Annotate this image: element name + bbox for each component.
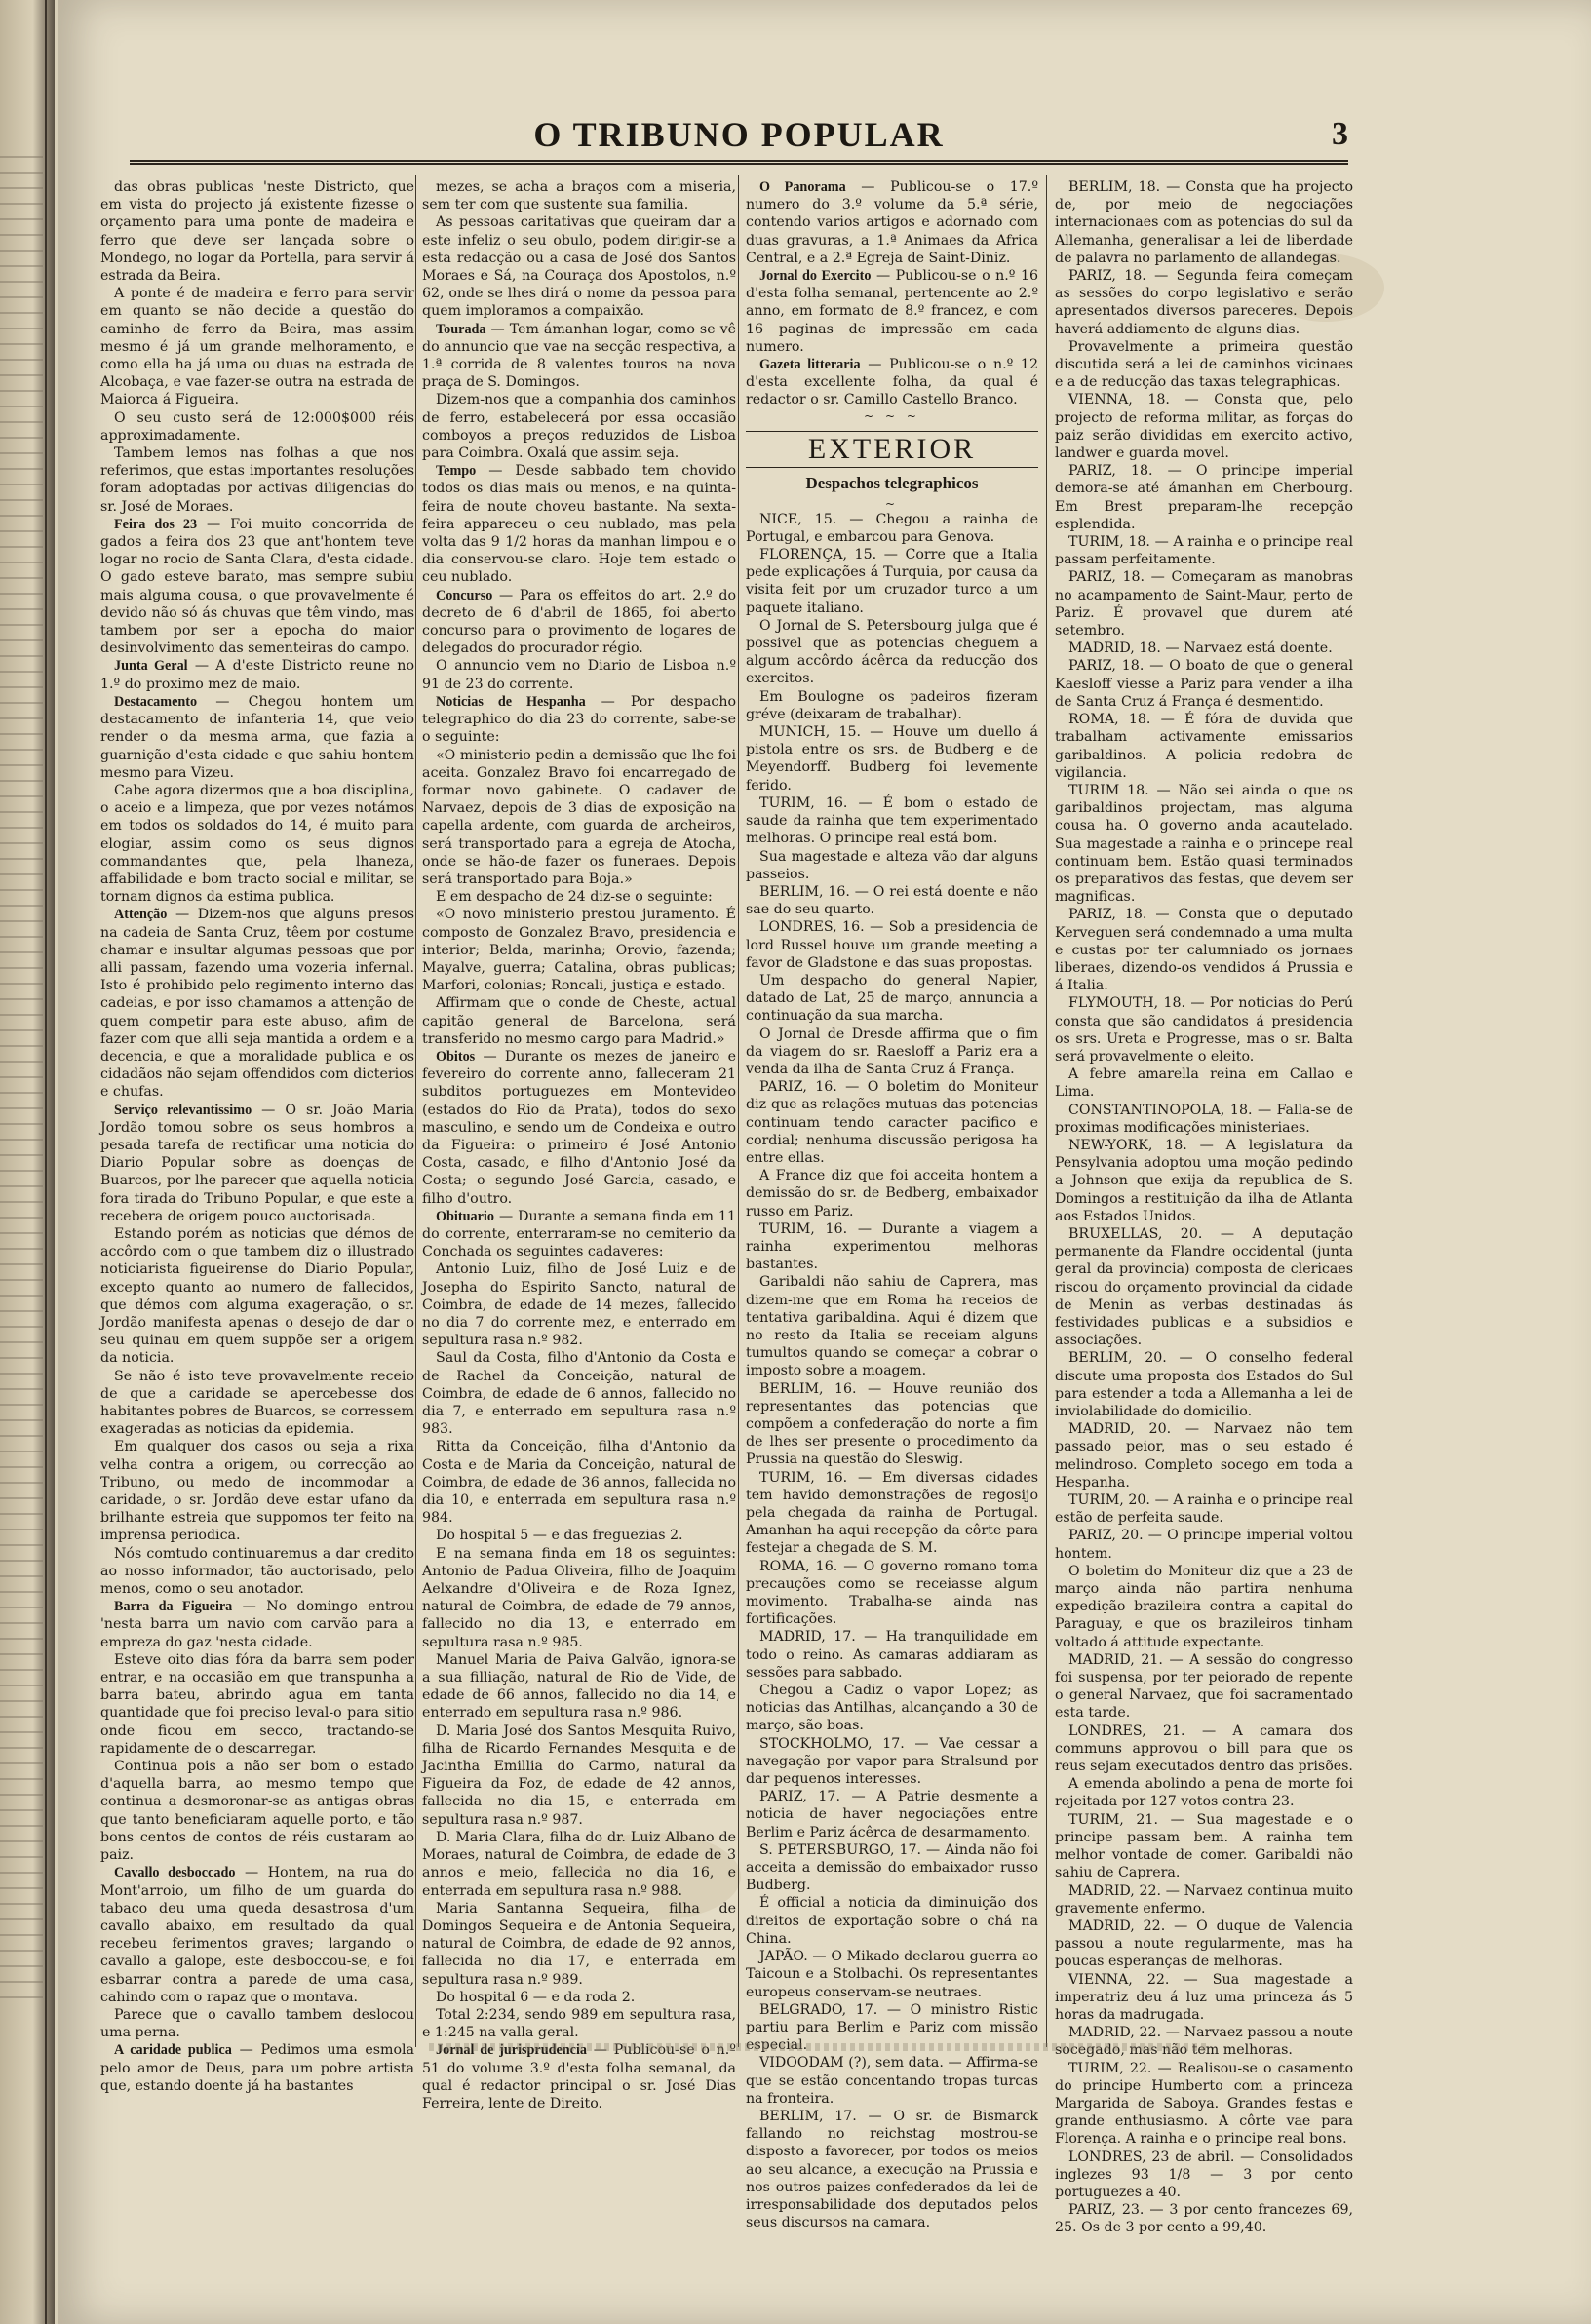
column-3 bbox=[746, 178, 1038, 2231]
article-paragraph: Serviço relevantissimo — O sr. João Maria Jordão tomou sobre os seus hombros a pesada tarefa de rectificar uma noticia do Diario Popular sobre as doenças de Buarcos, por lhe parecer que aquella noticia fora tirada do Tribuno Popular, e que este a recebera de origem pouco auctorisada. bbox=[100, 1102, 414, 1224]
article-text: PARIZ, 18. — Consta que o deputado Kerveguen será condemnado a uma multa e custas por ter calumniado os jornaes liberaes, dizendo-os vendidos á Prussia e á Italia. bbox=[1055, 907, 1353, 994]
article-paragraph: Destacamento — Chegou hontem um destacamento de infanteria 14, que veio render o da mesma arma, que fazia a guarnição d'esta cidade e que sahiu hontem mesmo para Vizeu. bbox=[100, 693, 414, 781]
article-paragraph bbox=[1055, 1065, 1353, 1101]
article-paragraph bbox=[1055, 533, 1353, 568]
article-paragraph bbox=[1055, 2149, 1353, 2202]
article-text: O annuncio vem no Diario de Lisboa n.º 91 de 23 do corrente. bbox=[422, 658, 736, 692]
article-text: Chegou hontem um destacamento de infanteria 14, que veio render o da mesma arma, que fazia a guarnição d'esta cidade e que sahiu hontem mesmo para Vizeu. bbox=[100, 693, 414, 781]
article-paragraph bbox=[422, 657, 736, 692]
article-paragraph bbox=[1055, 782, 1353, 906]
article-paragraph bbox=[422, 2006, 736, 2041]
article-text: Publicou-se o n.º 12 d'esta excellente folha, da qual é redactor o sr. Camillo Castello Branco. bbox=[746, 357, 1038, 408]
article-paragraph: Noticias de Hespanha — Por despacho telegraphico do dia 23 do corrente, sabe-se o seguinte: bbox=[422, 693, 736, 746]
article-text: TURIM, 20. — A rainha e o principe real estão de perfeita saude. bbox=[1055, 1492, 1353, 1527]
article-paragraph bbox=[422, 747, 736, 889]
article-text: Publicou-se o 17.º numero do 3.º volume da 5.ª série, contendo varios artigos e adornado com duas gravuras, a 1.ª Animaes da Africa Central, e a 2.ª Egreja de Saint-Diniz. bbox=[746, 179, 1038, 266]
article-text: BERLIM, 16. — Houve reunião dos representantes das potencias que compõem a confederação do norte a fim de lhes ser presente o procedimento da Prussia na questão do Sleswig. bbox=[746, 1380, 1038, 1468]
article-paragraph bbox=[746, 918, 1038, 972]
article-paragraph bbox=[1055, 1225, 1353, 1349]
article-text: BERLIM, 17. — O sr. de Bismarck fallando no reichstag mostrou-se disposto a favorecer, por todos os meios ao seu alcance, a execução na Prussia e nos outros paizes confederados da lei de irresponsabilidade dos deputados pelos seus discursos na camara. bbox=[746, 2108, 1038, 2231]
article-paragraph bbox=[100, 1368, 414, 1439]
article-paragraph bbox=[422, 1349, 736, 1438]
article-paragraph bbox=[746, 794, 1038, 848]
article-text: VIDOODAM (?), sem data. — Affirma-se que se estão concentando tropas turcas na fronteira. bbox=[746, 2055, 1038, 2107]
article-paragraph bbox=[1055, 2060, 1353, 2149]
article-text: CONSTANTINOPOLA, 18. — Falla-se de proximas modificações ministeriaes. bbox=[1055, 1102, 1353, 1136]
article-paragraph bbox=[746, 1682, 1038, 1735]
article-text: PARIZ, 18. — Segunda feira começam as sessões do corpo legislativo e serão apresentados diversos pareceres. Depois haverá addiamento de alguns dias. bbox=[1055, 268, 1353, 337]
article-paragraph bbox=[746, 1469, 1038, 1558]
column-rule bbox=[738, 175, 739, 2047]
article-paragraph bbox=[100, 782, 414, 906]
article-paragraph: Barra da Figueira — No domingo entrou 'nesta barra um navio com carvão para a empreza do gaz 'nesta cidade. bbox=[100, 1599, 414, 1650]
article-text: Pedimos uma esmola pelo amor de Deus, para um pobre artista que, estando doente já ha bastantes bbox=[100, 2042, 414, 2094]
article-paragraph bbox=[746, 1167, 1038, 1220]
article-text: «O ministerio pedin a demissão que lhe foi aceita. Gonzalez Bravo foi encarregado de formar novo gabinete. O cadaver de Narvaez, depois de 3 dias de exposição na capella ardente, com guarda de archeiros, será transportado para a egreja de Atocha, onde se hão-de fazer os funeraes. Depois será transportado para Boja.» bbox=[422, 747, 736, 887]
article-paragraph bbox=[1055, 338, 1353, 392]
article-headline: A caridade publica bbox=[114, 2042, 232, 2059]
article-paragraph bbox=[1055, 1563, 1353, 1651]
article-paragraph bbox=[1055, 1811, 1353, 1882]
article-text: A emenda abolindo a pena de morte foi rejeitada por 127 votos contra 23. bbox=[1055, 1776, 1353, 1810]
article-text: Ritta da Conceição, filha d'Antonio da Costa e de Maria da Conceição, natural de Coimbra, de edade de 36 annos, fallecida no dia 10, e enterrada em sepultura rasa n.º 984. bbox=[422, 1439, 736, 1527]
column-1 bbox=[100, 178, 414, 2094]
article-paragraph bbox=[100, 1758, 414, 1864]
article-text: LONDRES, 23 de abril. — Consolidados inglezes 93 1/8 — 3 por cento portuguezes a 40. bbox=[1055, 2149, 1353, 2200]
article-text: PARIZ, 18. — Começaram as manobras no acampamento de Saint-Maur, perto de Pariz. É provavel que durem até setembro. bbox=[1055, 569, 1353, 639]
article-text: LONDRES, 21. — A camara dos communs approvou o bill para que os reus sejam executados dentro das prisões. bbox=[1055, 1723, 1353, 1775]
article-text: mezes, se acha a braços com a miseria, sem ter com que sustente sua familia. bbox=[422, 179, 736, 213]
article-text: Do hospital 6 — e da roda 2. bbox=[436, 1989, 636, 2005]
article-paragraph bbox=[422, 888, 736, 906]
article-text: Provavelmente a primeira questão discutida será a lei de caminhos vicinaes e a de reducção das taxas telegraphicas. bbox=[1055, 338, 1353, 391]
article-text: D. Maria José dos Santos Mesquita Ruivo, filha de Ricardo Fernandes Mesquita e de Jacintha Emillia do Carmo, natural da Figueira da Foz, de edade de 42 annos, fallecida no dia 15, e enterrada em sepultura rasa n.º 987. bbox=[422, 1723, 736, 1828]
article-paragraph: Attenção — Dizem-nos que alguns presos na cadeia de Santa Cruz, têem por costume chamar e insultar algumas pessoas que por alli passam, fazendo uma vozeria infernal. Isto é prohibido pelo regimento interno das cadeias, e por isso chamamos a attenção de quem competir para este abuso, afim de fazer com que alli seja mantida a ordem e a decencia, e que a moralidade publica e os cidadãos não sejam offendidos com dicterios e chufas. bbox=[100, 907, 414, 1101]
article-text: ROMA, 16. — O governo romano toma precauções como se receiasse algum movimento. Trabalha-se ainda nas fortificações. bbox=[746, 1558, 1038, 1628]
article-paragraph bbox=[1055, 1723, 1353, 1776]
article-paragraph: Obituario — Durante a semana finda em 11 do corrente, enterraram-se no cemiterio da Conchada os seguintes cadaveres: bbox=[422, 1208, 736, 1260]
article-headline: Destacamento bbox=[114, 693, 198, 710]
article-paragraph bbox=[1055, 2024, 1353, 2059]
article-paragraph bbox=[746, 1273, 1038, 1379]
article-text: BRUXELLAS, 20. — A deputação permanente da Flandre occidental (junta geral da provincia) composta de clericaes riscou do orçamento provincial da cidade de Menin as verbas destinadas ás festividades publicas e a subsidios e associações. bbox=[1055, 1225, 1353, 1349]
article-paragraph: Jornal de jurisprudencia — Publicou-se o n.º 51 do volume 3.º d'esta folha semanal, da qual é redactor principal o sr. José Dias Ferreira, lente de Direito. bbox=[422, 2042, 736, 2111]
article-paragraph bbox=[746, 2054, 1038, 2108]
article-text: Do hospital 5 — e das freguezias 2. bbox=[436, 1528, 683, 1544]
article-paragraph bbox=[1055, 1775, 1353, 1810]
article-headline: Tempo bbox=[436, 463, 477, 480]
article-text: Total 2:234, sendo 989 em sepultura rasa, e 1:245 na valla geral. bbox=[422, 2006, 736, 2041]
article-paragraph bbox=[100, 1545, 414, 1599]
article-text: BERLIM, 16. — O rei está doente e não sae do seu quarto. bbox=[746, 883, 1038, 918]
article-text: MADRID, 20. — Narvaez não tem passado peior, mas o seu estado é melindroso. Completo socego em toda a Hespanha. bbox=[1055, 1421, 1353, 1491]
article-text: Continua pois a não ser bom o estado d'aquella barra, ao mesmo tempo que continua a desmoronar-se as antigas obras que tanto beneficiaram aquelle porto, e tão bons centos de contos de réis custaram ao paiz. bbox=[100, 1759, 414, 1864]
article-headline: Gazeta litteraria bbox=[759, 357, 861, 373]
article-text: Sua magestade e alteza vão dar alguns passeios. bbox=[746, 848, 1038, 882]
article-text: BERLIM, 18. — Consta que ha projecto de, por meio de negociações internacionaes com as potencias do sul da Allemanha, generalisar a lei de liberdade de palavra no parlamento de allandegas. bbox=[1055, 179, 1353, 266]
article-text: As pessoas caritativas que queiram dar a este infeliz o seu obulo, podem dirigir-se a esta redacção ou a casa de José dos Santos Moraes e Sá, na Couraça dos Apostolos, n.º 62, onde se lhes dirá o nome da pessoa para quem imploramos a compaixão. bbox=[422, 214, 736, 320]
article-headline: Attenção bbox=[114, 907, 168, 923]
article-paragraph bbox=[746, 1894, 1038, 1948]
article-text: O Jornal de Dresde affirma que o fim da viagem do sr. Raesloff a Pariz era a venda da ilha de Santa Cruz á França. bbox=[746, 1026, 1038, 1077]
article-paragraph: A caridade publica — Pedimos uma esmola pelo amor de Deus, para um pobre artista que, estando doente já ha bastantes bbox=[100, 2042, 414, 2094]
article-paragraph bbox=[746, 1948, 1038, 2001]
article-text: A ponte é de madeira e ferro para servir em quanto se não decide a questão do caminho de ferro da Beira, mas assim mesmo é já um grande melhoramento, e como ella ha já uma ou duas na estrada de Alcobaça, e vae fazer-se outra na estrada de Maiorca á Figueira. bbox=[100, 286, 414, 408]
article-text: Durante a semana finda em 11 do corrente, enterraram-se no cemiterio da Conchada os seguintes cadaveres: bbox=[422, 1208, 736, 1260]
article-paragraph bbox=[746, 1841, 1038, 1895]
masthead bbox=[130, 113, 1348, 165]
article-headline: Tourada bbox=[436, 321, 486, 337]
article-paragraph bbox=[746, 1078, 1038, 1167]
column-4 bbox=[1055, 178, 1353, 2236]
article-paragraph bbox=[1055, 1491, 1353, 1527]
article-text: JAPÃO. — O Mikado declarou guerra ao Taicoun e a Stolbachi. Os representantes europeus conservam-se neutraes. bbox=[746, 1949, 1038, 2000]
article-paragraph: Tourada — Tem ámanhan logar, como se vê do annuncio que vae na secção respectiva, a 1.ª corrida de 8 valentes touros na nova praça de S. Domingos. bbox=[422, 321, 737, 391]
article-text: PARIZ, 18. — O boato de que o general Kaesloff viesse a Pariz para vender a ilha de Santa Cruz á França é desmentido. bbox=[1055, 658, 1353, 710]
article-text: PARIZ, 16. — O boletim do Moniteur diz que as relações mutuas das potencias continuam tendo caracter pacifico e cordial; nenhuma discussão perigosa ha entre ellas. bbox=[746, 1079, 1038, 1166]
article-text: FLYMOUTH, 18. — Por noticias do Perú consta que são candidatos á presidencia os srs. Ureta e Progresse, mas o sr. Balta será provavelmente o eleito. bbox=[1055, 995, 1353, 1065]
article-paragraph: Concurso — Para os effeitos do art. 2.º do decreto de 6 d'abril de 1865, foi aberto concurso para o provimento de logares de delegados do procurador régio. bbox=[422, 587, 737, 657]
article-paragraph bbox=[100, 2006, 414, 2041]
article-paragraph bbox=[100, 1225, 414, 1368]
column-rule bbox=[1046, 175, 1047, 2047]
section-subtitle: Despachos telegraphicos bbox=[805, 473, 979, 492]
column-2 bbox=[422, 178, 737, 2111]
article-paragraph bbox=[1055, 1651, 1353, 1723]
article-text: Nós comtudo continuaremus a dar credito ao nosso informador, tão auctorisado, pelo menos, como o seu anotador. bbox=[100, 1545, 414, 1598]
article-text: Affirmam que o conde de Cheste, actual capitão general de Barcelona, será transferido no mesmo cargo para Madrid.» bbox=[422, 995, 736, 1047]
article-paragraph bbox=[746, 883, 1038, 918]
article-paragraph bbox=[422, 1527, 736, 1544]
article-paragraph bbox=[1055, 2201, 1353, 2236]
article-text: O Jornal de S. Petersbourg julga que é possivel que as potencias cheguem a algum accôrdo ácêrca da reducção dos exercitos. bbox=[746, 617, 1038, 687]
article-paragraph bbox=[746, 1735, 1038, 1789]
article-text: TURIM, 16. — É bom o estado de saude da rainha que tem experimentado melhoras. O principe real está bom. bbox=[746, 794, 1038, 847]
article-text: A d'este Districto reune no 1.º do proximo mez de maio. bbox=[100, 658, 414, 692]
article-text: PARIZ, 20. — O principe imperial voltou hontem. bbox=[1055, 1528, 1353, 1562]
article-paragraph bbox=[746, 1788, 1038, 1841]
article-text: «O novo ministerio prestou juramento. É composto de Gonzalez Bravo, presidencia e interior; Belda, marinha; Orovio, fazenda; Mayalve, guerra; Catalina, obras publicas; Marfori, colonias; Roncali, justiça e estado. bbox=[422, 907, 736, 994]
article-paragraph bbox=[100, 1438, 414, 1544]
article-headline: Cavallo desboccado bbox=[114, 1865, 236, 1881]
article-text: É official a noticia da diminuição dos direitos de exportação sobre o chá na China. bbox=[746, 1895, 1038, 1947]
article-paragraph bbox=[1055, 178, 1353, 267]
article-text: Dizem-nos que alguns presos na cadeia de Santa Cruz, têem por costume chamar e insultar algumas pessoas que por alli passam, fazendo uma vozeria infernal. Isto é prohibido pelo regimento interno das cadeias, e por isso chamamos a attenção de quem competir para este abuso, afim de fazer com que alli seja mantida a ordem e a decencia, e que a moralidade publica e os cidadãos não sejam offendidos com dicterios e chufas. bbox=[100, 907, 414, 1101]
article-text: STOCKHOLMO, 17. — Vae cessar a navegação por vapor para Stralsund por dar pequenos interesses. bbox=[746, 1735, 1038, 1788]
article-headline: O Panorama bbox=[759, 179, 846, 195]
article-text: Se não é isto teve provavelmente receio de que a caridade se apercebesse dos habitantes pobres de Buarcos, se corressem exageradas as noticias da epidemia. bbox=[100, 1368, 414, 1438]
previous-page-text bbox=[0, 156, 43, 2008]
article-paragraph bbox=[1055, 994, 1353, 1065]
article-text: O boletim do Moniteur diz que a 23 de março ainda não partira nenhuma expedição brazileira contra a capital do Paraguay, e que os brazileiros tinham voltado á attitude expectante. bbox=[1055, 1563, 1353, 1650]
article-paragraph bbox=[1055, 1137, 1353, 1225]
article-paragraph bbox=[1055, 1102, 1353, 1137]
article-text: VIENNA, 22. — Sua magestade a imperatriz deu á luz uma princeza ás 5 horas da madrugada. bbox=[1055, 1971, 1353, 2023]
article-text: Esteve oito dias fóra da barra sem poder entrar, e na occasião em que transpunha a barra bateu, abrindo agua em tanta quantidade que foi preciso leval-o para sitio onde ficou em secco, tractando-se rapidamente de o descarregar. bbox=[100, 1651, 414, 1757]
article-paragraph bbox=[422, 1723, 736, 1829]
article-headline: Junta Geral bbox=[114, 658, 188, 675]
article-text: Cabe agora dizermos que a boa disciplina, o aceio e a limpeza, que por vezes notámos em todos os soldados do 14, é muito para elogiar, assim como os seus dignos commandantes que, pela lhaneza, affabilidade e bom tracto social e militar, se tornam dignos da estima publica. bbox=[100, 782, 414, 906]
article-headline: Concurso bbox=[436, 587, 493, 603]
article-text: NEW-YORK, 18. — A legislatura da Pensylvania adoptou uma moção pedindo a Johnson que exija da republica de S. Domingos a restituição da ilha de Atlanta aos Estados Unidos. bbox=[1055, 1137, 1353, 1224]
article-paragraph bbox=[746, 1380, 1038, 1469]
article-headline: Serviço relevantissimo bbox=[114, 1102, 252, 1118]
article-headline: Noticias de Hespanha bbox=[436, 693, 586, 710]
article-text: TURIM, 16. — Durante a viagem a rainha experimentou melhoras bastantes. bbox=[746, 1220, 1038, 1273]
article-paragraph bbox=[422, 391, 736, 462]
article-paragraph bbox=[746, 511, 1038, 546]
article-paragraph bbox=[746, 546, 1038, 617]
article-text: O seu custo será de 12:000$000 réis approximadamente. bbox=[100, 409, 414, 444]
article-text: MADRID, 18. — Narvaez está doente. bbox=[1068, 640, 1333, 657]
article-paragraph bbox=[746, 1026, 1038, 1079]
article-paragraph bbox=[1055, 1527, 1353, 1562]
article-paragraph bbox=[746, 2108, 1038, 2231]
article-text: TURIM, 16. — Em diversas cidades tem havido demonstrações de regosijo pela chegada da rainha de Portugal. Amanhan ha aqui recepção da côrte para festejar a chegada de S. M. bbox=[746, 1469, 1038, 1557]
article-paragraph: Jornal do Exercito — Publicou-se o n.º 16 d'esta folha semanal, pertencente ao 2.º anno, em formato de 8.º francez, e com 16 paginas de impressão em cada numero. bbox=[746, 268, 1038, 355]
article-text: BERLIM, 20. — O conselho federal discute uma proposta dos Estados do Sul para estender a toda a Allemanha a lei de inviolabilidade do domicilio. bbox=[1055, 1350, 1353, 1420]
article-text: TURIM 18. — Não sei ainda o que os garibaldinos projectam, mas alguma cousa ha. O governo anda acautelado. Sua magestade a rainha e o princepe real continuam bem. Estão quasi terminados os preparativos das festas, que devem ser magnificas. bbox=[1055, 782, 1353, 906]
article-paragraph bbox=[422, 1989, 736, 2006]
newspaper-title: O TRIBUNO POPULAR bbox=[533, 115, 945, 154]
article-paragraph bbox=[746, 1220, 1038, 1274]
article-paragraph bbox=[100, 178, 414, 285]
article-paragraph bbox=[1055, 906, 1353, 994]
article-text: E na semana finda em 18 os seguintes: Antonio de Padua Oliveira, filho de Joaquim Aelxandre d'Oliveira e de Roza Ignez, natural de Coimbra, de edade de 79 annos, fallecido no dia 13, e enterrado em sepultura rasa n.º 985. bbox=[422, 1545, 736, 1650]
article-text: PARIZ, 18. — O principe imperial demora-se até ámanhan em Cherbourg. Em Brest preparam-lhe recepção esplendida. bbox=[1055, 463, 1353, 532]
article-paragraph bbox=[1055, 711, 1353, 782]
article-text: E em despacho de 24 diz-se o seguinte: bbox=[436, 889, 713, 906]
article-text: das obras publicas 'neste Districto, que em vista do projecto já existente fizesse o orçamento para uma ponte de madeira e ferro que deve ser lançada sobre o Mondego, no logar da Portella, para servir á estrada da Beira. bbox=[100, 179, 414, 285]
article-paragraph bbox=[746, 617, 1038, 688]
article-text: ROMA, 18. — É fóra de duvida que trabalham activamente emissarios garibaldinos. A policia redobra de vigilancia. bbox=[1055, 712, 1353, 781]
article-headline: Jornal de jurisprudencia bbox=[436, 2042, 588, 2059]
article-paragraph bbox=[1055, 1971, 1353, 2025]
article-text: PARIZ, 17. — A Patrie desmente a noticia de haver negociações entre Berlim e Pariz ácêrca de desarmamento. bbox=[746, 1789, 1038, 1840]
article-paragraph bbox=[1055, 391, 1353, 462]
article-text: Por despacho telegraphico do dia 23 do corrente, sabe-se o seguinte: bbox=[422, 693, 736, 746]
article-text: A France diz que foi acceita hontem a demissão do sr. de Bedberg, embaixador russo em Pariz. bbox=[746, 1168, 1038, 1220]
article-text: Publicou-se o n.º 16 d'esta folha semanal, pertencente ao 2.º anno, em formato de 8.º francez, e com 16 paginas de impressão em cada numero. bbox=[746, 268, 1038, 355]
previous-page-edge bbox=[0, 0, 55, 2324]
article-paragraph bbox=[100, 445, 414, 516]
article-text: Em Boulogne os padeiros fizeram gréve (deixaram de trabalhar). bbox=[746, 688, 1038, 722]
article-text: Garibaldi não sahiu de Caprera, mas dizem-me que em Roma ha receios de tentativa garibaldina. Aqui é dizem que no resto da Italia se receiam alguns tumultos quando se começar a cobrar o imposto sobre a moagem. bbox=[746, 1274, 1038, 1379]
article-paragraph bbox=[422, 994, 736, 1048]
article-headline: Obituario bbox=[436, 1208, 494, 1224]
article-text: TURIM, 21. — Sua magestade e o principe passam bem. A rainha tem melhor vontade de comer. Garibaldi não sahiu de Caprera. bbox=[1055, 1811, 1353, 1881]
article-text: Tambem lemos nas folhas a que nos referimos, que estas importantes resoluções foram adoptadas por activas diligencias do sr. José de Moraes. bbox=[100, 445, 414, 515]
page-number: 3 bbox=[1332, 116, 1348, 152]
article-paragraph bbox=[422, 1829, 736, 1900]
column-rule bbox=[415, 175, 416, 2047]
article-text: TURIM, 22. — Realisou-se o casamento do principe Humberto com a princeza Margarida de Saboya. Grandes festas e grande enthusiasmo. A côrte vae para Florença. A rainha e o principe real bons. bbox=[1055, 2060, 1353, 2148]
article-paragraph bbox=[746, 848, 1038, 883]
article-text: VIENNA, 18. — Consta que, pelo projecto de reforma militar, as forças do paiz serão divididas em exercito activo, landwer e guarda movel. bbox=[1055, 392, 1353, 462]
ornament-divider: ~ bbox=[884, 496, 900, 511]
article-text: Saul da Costa, filho d'Antonio da Costa e de Rachel da Conceição, natural de Coimbra, de edade de 6 annos, fallecido no dia 7, e enterrado em sepultura rasa n.º 983. bbox=[422, 1350, 736, 1438]
article-headline: Jornal do Exercito bbox=[759, 268, 872, 285]
article-text: Parece que o cavallo tambem deslocou uma perna. bbox=[100, 2006, 414, 2041]
article-text: Antonio Luiz, filho de José Luiz e de Josepha do Espirito Sancto, natural de Coimbra, de edade de 14 mezes, fallecido no dia 7 do corrente mez, e enterrado em sepultura rasa n.º 982. bbox=[422, 1261, 736, 1349]
article-paragraph: Feira dos 23 — Foi muito concorrida de gados a feira dos 23 que ant'hontem teve logar no rocio de Santa Clara, d'esta cidade. O gado esteve barato, mas sempre subiu mais alguma cousa, o que provavelmente é devido não só ás chuvas que têm vindo, mas tambem por ser a epocha do maior desinvolvimento das sementeiras do campo. bbox=[100, 516, 414, 657]
article-paragraph bbox=[100, 285, 414, 408]
article-text: D. Maria Clara, filha do dr. Luiz Albano de Moraes, natural de Coimbra, de edade de 3 annos e meio, fallecida no dia 16, e enterrada em sepultura rasa n.º 988. bbox=[422, 1829, 736, 1899]
article-paragraph bbox=[1055, 639, 1353, 657]
article-paragraph bbox=[422, 1438, 736, 1527]
article-headline: Obitos bbox=[436, 1048, 476, 1065]
article-text: Um despacho do general Napier, datado de Lat, 25 de março, annuncia a continuação da sua marcha. bbox=[746, 972, 1038, 1025]
article-paragraph bbox=[746, 972, 1038, 1026]
article-paragraph bbox=[422, 178, 736, 213]
article-text: Durante os mezes de janeiro e fevereiro do corrente anno, falleceram 21 subditos portuguezes em Montevideo (estados do Rio da Prata), todos do sexo masculino, e sendo um de Condeixa e outro da Figueira: o primeiro é José Antonio Costa, casado, e filho d'Antonio José da Costa; o segundo José Garcia, casado, e filho d'outro. bbox=[422, 1048, 736, 1207]
article-paragraph bbox=[746, 1628, 1038, 1682]
article-text: Tem ámanhan logar, como se vê do annuncio que vae na secção respectiva, a 1.ª corrida de 8 valentes touros na nova praça de S. Domingos. bbox=[422, 321, 737, 391]
article-paragraph bbox=[1055, 657, 1353, 711]
article-paragraph bbox=[1055, 1882, 1353, 1917]
gutter-rule bbox=[45, 0, 47, 2324]
article-text: MUNICH, 15. — Houve um duello á pistola entre os srs. de Budberg e de Meyendorff. Budberg foi levemente ferido. bbox=[746, 724, 1038, 794]
bottom-rule bbox=[429, 2043, 1209, 2051]
article-text: MADRID, 22. — O duque de Valencia passou a noute regularmente, mas ha poucas esperanças de melhoras. bbox=[1055, 1917, 1353, 1970]
article-paragraph bbox=[422, 1545, 736, 1651]
article-text: Manuel Maria de Paiva Galvão, ignora-se a sua filliação, natural de Rio de Vide, de edade de 66 annos, fallecido no dia 14, e enterrado em sepultura rasa n.º 986. bbox=[422, 1651, 736, 1722]
article-paragraph bbox=[1055, 462, 1353, 533]
article-paragraph bbox=[422, 1900, 736, 1989]
article-text: MADRID, 17. — Ha tranquilidade em todo o reino. As camaras addiaram as sessões para sabbado. bbox=[746, 1629, 1038, 1681]
article-text: NICE, 15. — Chegou a rainha de Portugal, e embarcou para Genova. bbox=[746, 511, 1038, 545]
article-paragraph: Gazeta litteraria — Publicou-se o n.º 12 d'esta excellente folha, da qual é redactor o sr. Camillo Castello Branco. bbox=[746, 357, 1038, 408]
article-paragraph bbox=[746, 688, 1038, 723]
article-paragraph bbox=[422, 213, 736, 320]
article-text: Dizem-nos que a companhia dos caminhos de ferro, estabelecerá por essa occasião comboyos a preços reduzidos de Lisboa para Coimbra. Oxalá que assim seja. bbox=[422, 392, 736, 462]
article-text: Em qualquer dos casos ou seja a rixa velha contra a origem, ou correcção ao Tribuno, ou medo de incommodar a caridade, o sr. Jordão deve estar ufano da brilhante estreia que suppomos ter feito na imprensa periodica. bbox=[100, 1439, 414, 1544]
article-text: MADRID, 22. — Narvaez passou a noute socegado, mas não tem melhoras. bbox=[1055, 2025, 1353, 2059]
article-text: MADRID, 22. — Narvaez continua muito gravemente enfermo. bbox=[1055, 1882, 1353, 1917]
article-paragraph bbox=[1055, 568, 1353, 639]
article-headline: Barra da Figueira bbox=[114, 1599, 233, 1615]
article-text: LONDRES, 16. — Sob a presidencia de lord Russel houve um grande meeting a favor de Gladstone e das suas propostas. bbox=[746, 919, 1038, 971]
article-paragraph bbox=[422, 1651, 736, 1723]
article-text: Desde sabbado tem chovido todos os dias mais ou menos, e na quinta-feira de noute choveu bastante. Na sexta-feira appareceu o ceu nublado, mas pela volta das 9 1/2 horas da manhan limpou e o dia conservou-se claro. Hoje tem estado o ceu nublado. bbox=[422, 463, 736, 586]
article-text: Chegou a Cadiz o vapor Lopez; as noticias das Antilhas, alcançando a 30 de março, são boas. bbox=[746, 1683, 1038, 1734]
article-text: Foi muito concorrida de gados a feira dos 23 que ant'hontem teve logar no rocio de Santa Clara, d'esta cidade. O gado esteve barato, mas sempre subiu mais alguma cousa, o que provavelmente é devido não só ás chuvas que têm vindo, mas tambem por ser a epocha do maior desinvolvimento das sementeiras do campo. bbox=[100, 516, 414, 657]
article-text: A febre amarella reina em Callao e Lima. bbox=[1055, 1066, 1353, 1101]
ornament-divider: ~ ~ ~ bbox=[864, 408, 920, 423]
article-text: Maria Santanna Sequeira, filha de Domingos Sequeira e de Antonia Sequeira, natural de Coimbra, de edade de 92 annos, fallecida no dia 17, e enterrada em sepultura rasa n.º 989. bbox=[422, 1900, 736, 1988]
literary-notices bbox=[746, 178, 1038, 409]
article-paragraph bbox=[746, 1558, 1038, 1629]
article-paragraph bbox=[100, 409, 414, 445]
article-paragraph bbox=[1055, 1349, 1353, 1420]
article-text: No domingo entrou 'nesta barra um navio com carvão para a empreza do gaz 'nesta cidade. bbox=[100, 1599, 414, 1650]
article-text: Publicou-se o n.º 51 do volume 3.º d'esta folha semanal, da qual é redactor principal o sr. José Dias Ferreira, lente de Direito. bbox=[422, 2042, 736, 2111]
article-text: Hontem, na rua do Mont'arroio, um filho de um guarda do tabaco deu uma queda desastrosa d'um cavallo abaixo, em resultado da qual recebeu ferimentos graves; largando o cavallo a galope, este desboccou-se, e foi esbarrar contra a parede de uma casa, cahindo com o rapaz que o montava. bbox=[100, 1865, 414, 2005]
article-text: FLORENÇA, 15. — Corre que a Italia pede explicações á Turquia, por causa da visita feit por um cruzador turco a um paquete italiano. bbox=[746, 547, 1038, 616]
article-text: PARIZ, 23. — 3 por cento francezes 69, 25. Os de 3 por cento a 99,40. bbox=[1055, 2202, 1353, 2236]
article-paragraph bbox=[422, 1260, 736, 1349]
article-text: TURIM, 18. — A rainha e o principe real passam perfeitamente. bbox=[1055, 534, 1353, 568]
article-paragraph: Junta Geral — A d'este Districto reune no 1.º do proximo mez de maio. bbox=[100, 658, 414, 692]
article-paragraph bbox=[746, 723, 1038, 794]
article-text: O sr. João Maria Jordão tomou sobre os seus hombros a pesada tarefa de rectificar uma noticia do Diario Popular sobre as doenças de Buarcos, por lhe parecer que aquella noticia fora tirada do Tribuno Popular, e que este a recebera de origem pouco auctorisada. bbox=[100, 1102, 414, 1224]
article-paragraph bbox=[100, 1651, 414, 1758]
section-title: EXTERIOR bbox=[746, 431, 1038, 468]
article-text: S. PETERSBURGO, 17. — Ainda não foi acceita a demissão do embaixador russo Budberg. bbox=[746, 1841, 1038, 1894]
article-text: Estando porém as noticias que démos de accôrdo com o que tambem diz o illustrado noticiarista figueirense do Diario Popular, excepto quanto ao numero de fallecidos, que démos com alguma exageração, o sr. Jordão manifesta apenas o desejo de dar o seu quinau em quem suppõe ser a origem da noticia. bbox=[100, 1225, 414, 1367]
article-paragraph: O Panorama — Publicou-se o 17.º numero do 3.º volume da 5.ª série, contendo varios artigos e adornado com duas gravuras, a 1.ª Animaes da Africa Central, e a 2.ª Egreja de Saint-Diniz. bbox=[746, 179, 1038, 266]
article-paragraph: Obitos — Durante os mezes de janeiro e fevereiro do corrente anno, falleceram 21 subditos portuguezes em Montevideo (estados do Rio da Prata), todos do sexo masculino, e sendo um de Condeixa e outro da Figueira: o primeiro é José Antonio Costa, casado, e filho d'Antonio José da Costa; o segundo José Garcia, casado, e filho d'outro. bbox=[422, 1048, 736, 1207]
article-headline: Feira dos 23 bbox=[114, 516, 198, 532]
article-paragraph bbox=[1055, 1917, 1353, 1971]
article-paragraph: Cavallo desboccado — Hontem, na rua do Mont'arroio, um filho de um guarda do tabaco deu uma queda desastrosa d'um cavallo abaixo, em resultado da qual recebeu ferimentos graves; largando o cavallo a galope, este desboccou-se, e foi esbarrar contra a parede de uma casa, cahindo com o rapaz que o montava. bbox=[100, 1865, 414, 2005]
telegraph-dispatches bbox=[746, 511, 1038, 2232]
article-paragraph: Tempo — Desde sabbado tem chovido todos os dias mais ou menos, e na quinta-feira de noute choveu bastante. Na sexta-feira appareceu o ceu nublado, mas pela volta das 9 1/2 horas da manhan limpou e o dia conservou-se claro. Hoje tem estado o ceu nublado. bbox=[422, 463, 736, 586]
article-text: MADRID, 21. — A sessão do congresso foi suspensa, por ter peiorado de repente o general Narvaez, que foi sacramentado esta tarde. bbox=[1055, 1651, 1353, 1722]
article-text: Para os effeitos do art. 2.º do decreto de 6 d'abril de 1865, foi aberto concurso para o provimento de logares de delegados do procurador régio. bbox=[422, 587, 737, 657]
article-text: BELGRADO, 17. — O ministro Ristic partiu para Berlim e Pariz com missão especial. bbox=[746, 2001, 1038, 2054]
article-paragraph bbox=[422, 906, 736, 994]
article-paragraph bbox=[1055, 1420, 1353, 1491]
article-paragraph bbox=[1055, 267, 1353, 338]
